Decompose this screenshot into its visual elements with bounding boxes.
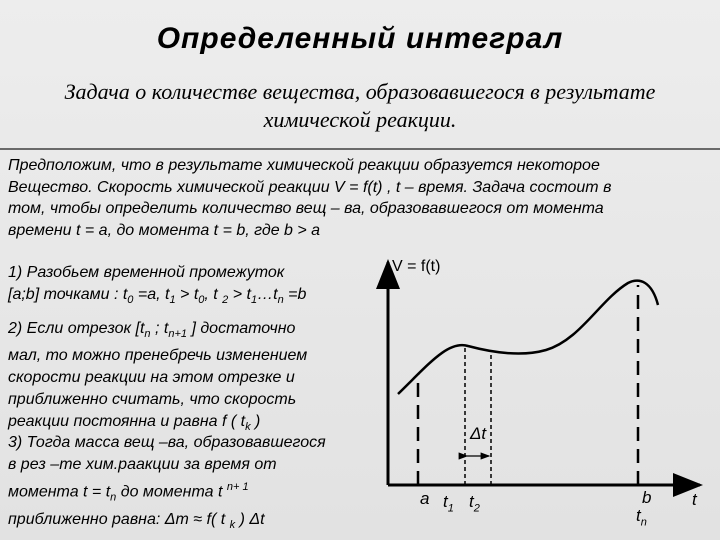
curve-label: V = f(t): [392, 258, 441, 275]
tick-label-tn: $t_n$: [636, 506, 647, 529]
step-1-line-2: [a;b] точками : $t_0 =a$, $t_1 > t_0$, t $_2 > t_1\dots t_n =b$: [8, 286, 307, 307]
tick-label-a: a: [420, 489, 430, 508]
tick-label-t1: $t_1$: [443, 492, 454, 515]
step-2-line-1: 2) Если отрезок [$t_n$ ; $t_{n+1}$ ] достаточно: [8, 320, 296, 341]
slide-title: Определенный интеграл: [156, 22, 564, 55]
step-2-line-4: приближенно считать, что скорость: [8, 391, 297, 409]
subtitle-line-2: химической реакции.: [263, 107, 457, 132]
step-2-line-2: мал, то можно пренебречь изменением: [8, 347, 308, 365]
x-axis-label: t: [692, 490, 697, 509]
tick-label-t2: $t_2$: [469, 492, 480, 515]
intro-line-3: том, чтобы определить количество вещ – ва, образовавшегося от момента: [8, 200, 604, 217]
intro-line-4: времени t = a, до момента t = b, где b > a: [8, 221, 321, 239]
step-2-line-3: скорости реакции на этом отрезке и: [8, 369, 295, 387]
step-1-line-1: 1) Разобьем временной промежуток: [8, 264, 285, 281]
step-3-line-3: момента $t = t_n$ до момента t $^{n+ 1}$: [8, 481, 249, 504]
step-3-line-4: приближенно равна: Δm ≈ f( t $_k$ ) Δt: [8, 510, 265, 531]
tick-label-b: b: [642, 488, 652, 507]
step-2-line-5: реакции постоянна и равна f ( $t_k$ ): [8, 413, 261, 434]
velocity-curve: [398, 281, 658, 394]
delta-t-label: Δt: [470, 424, 487, 443]
intro-line-1: Предположим, что в результате химической реакции образуется некоторое: [8, 157, 600, 174]
step-3-line-1: 3) Тогда масса вещ –ва, образовавшегося: [8, 434, 326, 451]
intro-line-2: Вещество. Скорость химической реакции V = f(t) , t – время. Задача состоит в: [8, 178, 612, 196]
subtitle-line-1: Задача о количестве вещества, образовавшегося в результате: [64, 79, 656, 104]
step-3-line-2: в рез –те хим.раакции за время от: [8, 456, 277, 473]
